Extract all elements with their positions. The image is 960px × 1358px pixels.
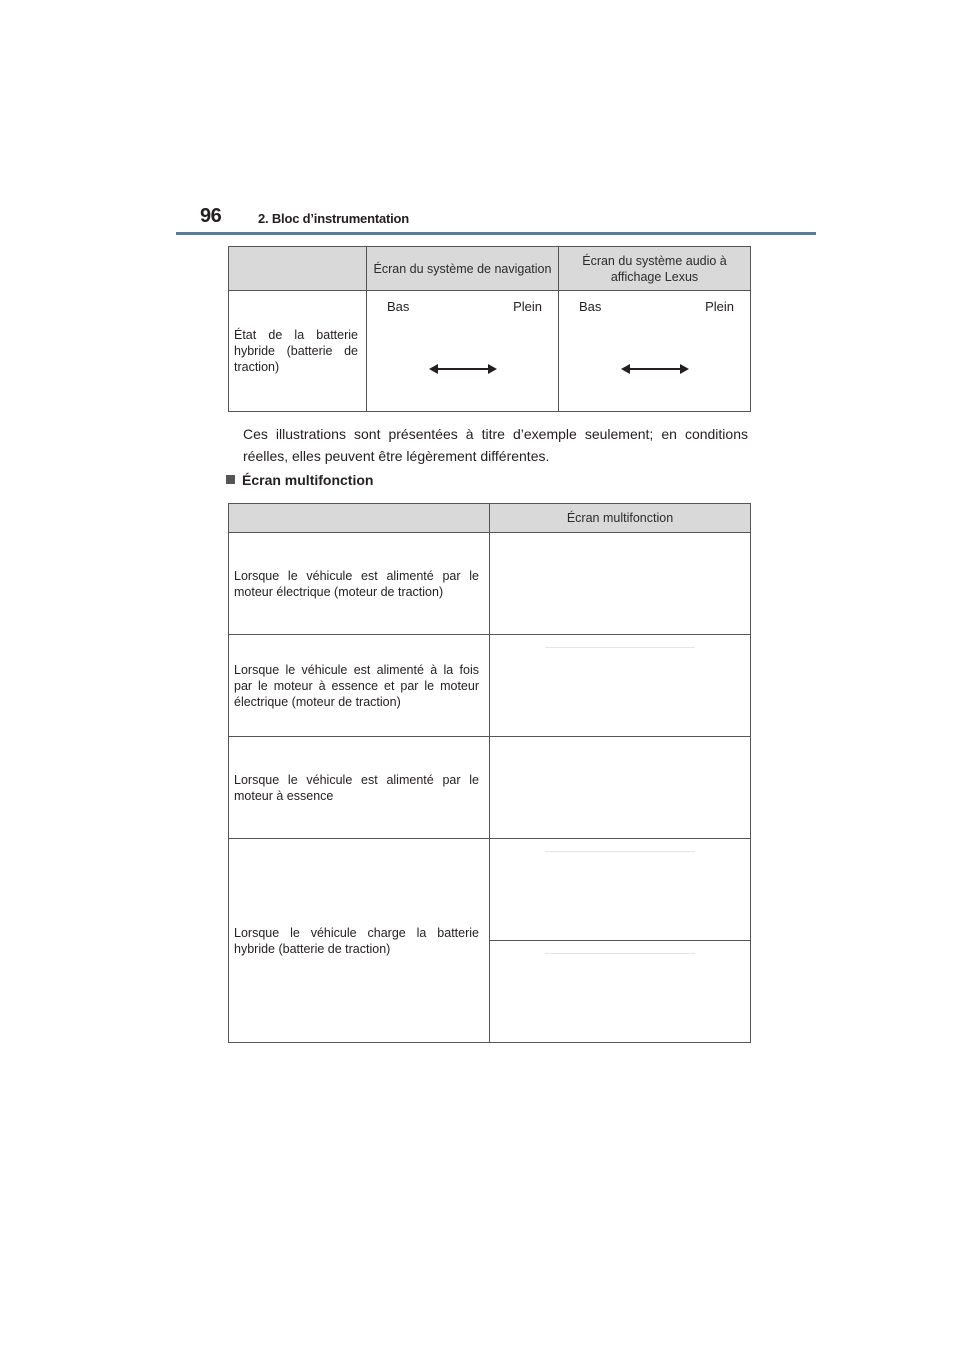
subheading-text: Écran multifonction (242, 472, 374, 488)
multifunction-table (228, 503, 751, 1043)
header-empty-cell (229, 504, 490, 533)
display-image-placeholder (490, 737, 751, 839)
gauge-low-label: Bas (387, 299, 410, 314)
display-image-placeholder (490, 533, 751, 635)
header-lexus-audio-screen: Écran du système audio à affichage Lexus (559, 247, 751, 291)
header-empty-cell (229, 247, 367, 291)
subheading-multifunction (226, 472, 373, 488)
table-row (229, 291, 751, 412)
gauge-low-label: Bas (579, 299, 602, 314)
row-label-charging: Lorsque le véhicule charge la batterie hybride (batterie de traction) (229, 839, 490, 1043)
display-image-placeholder (490, 941, 751, 1043)
section-title: 2. Bloc d’instrumentation (258, 211, 410, 226)
page-number: 96 (200, 205, 222, 227)
header-rule (176, 232, 816, 235)
table-row (229, 533, 751, 635)
gauge-navigation (367, 291, 559, 412)
gauge-full-label: Plein (513, 299, 542, 314)
header-multifunction-screen: Écran multifonction (490, 504, 751, 533)
row-label-both-motors: Lorsque le véhicule est alimenté à la fois par le moteur à essence et par le moteur électrique (moteur de traction) (229, 635, 490, 737)
gauge-lexus-audio (559, 291, 751, 412)
display-image-placeholder (490, 839, 751, 941)
table-header-row (229, 247, 751, 291)
row-label-battery-status: État de la batterie hybride (batterie de traction) (229, 291, 367, 412)
double-arrow-icon (429, 363, 497, 375)
table-row (229, 737, 751, 839)
header-navigation-screen: Écran du système de navigation (367, 247, 559, 291)
table-row (229, 839, 751, 941)
battery-status-table (228, 246, 751, 412)
double-arrow-icon (621, 363, 689, 375)
illustration-note: Ces illustrations sont présentées à titre d’exemple seulement; en conditions réelles, elles peuvent être légèrement différentes. (243, 426, 748, 464)
square-bullet-icon (226, 475, 235, 484)
row-label-gasoline-engine: Lorsque le véhicule est alimenté par le moteur à essence (229, 737, 490, 839)
gauge-full-label: Plein (705, 299, 734, 314)
table-header-row (229, 504, 751, 533)
row-label-electric-motor: Lorsque le véhicule est alimenté par le moteur électrique (moteur de traction) (229, 533, 490, 635)
display-image-placeholder (490, 635, 751, 737)
table-row (229, 635, 751, 737)
